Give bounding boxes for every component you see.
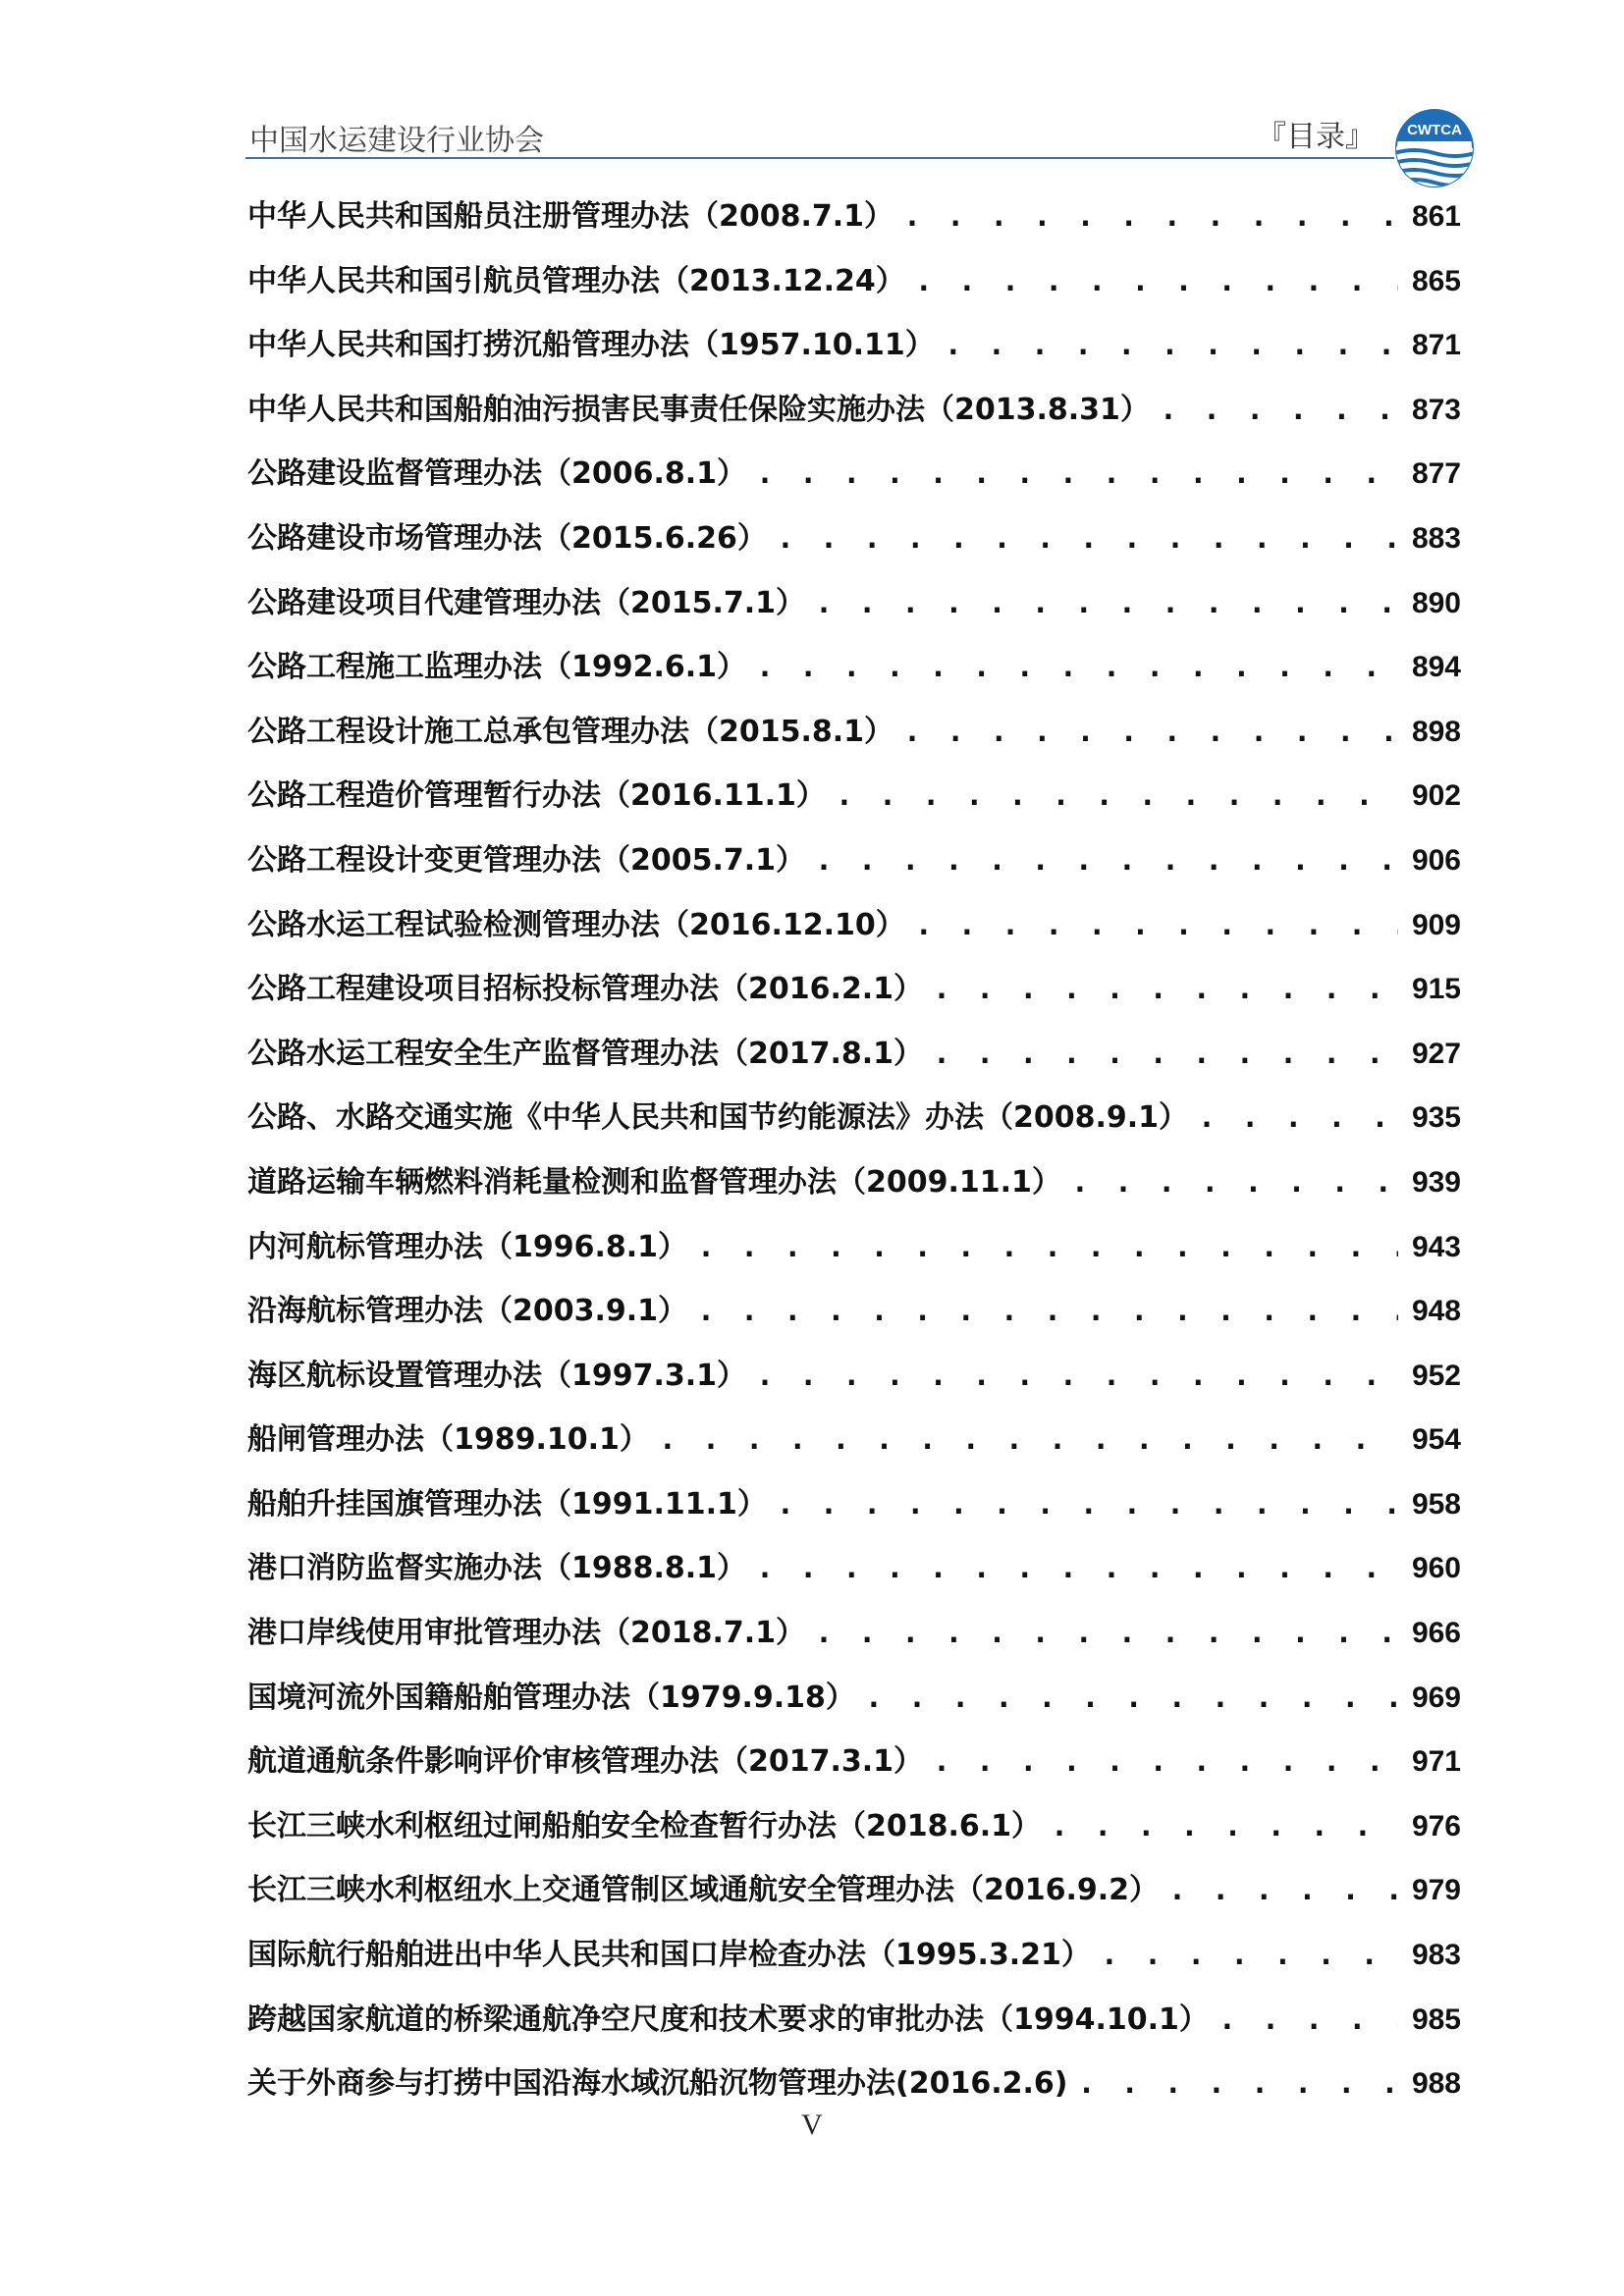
toc-entry[interactable]	[247, 1608, 1461, 1673]
dot-leader	[1218, 2002, 1398, 2037]
toc-entry-title: 公路、水路交通实施《中华人民共和国节约能源法》办法（2008.9.1）	[247, 1100, 1189, 1136]
toc-entry-page: 988	[1411, 2067, 1461, 2101]
toc-entry[interactable]	[247, 385, 1461, 450]
toc-entry[interactable]	[247, 1029, 1461, 1094]
toc-entry-title: 公路工程设计变更管理办法（2005.7.1）	[247, 842, 806, 878]
toc-entry-page: 873	[1411, 393, 1461, 426]
toc-entry[interactable]	[247, 1222, 1461, 1287]
toc-entry-title: 长江三峡水利枢纽水上交通管制区域通航安全管理办法（2016.9.2）	[247, 1873, 1160, 1908]
toc-entry-title: 国境河流外国籍船舶管理办法（1979.9.18）	[247, 1680, 855, 1715]
cwtca-logo-icon	[1394, 108, 1475, 188]
toc-entry-page: 969	[1411, 1681, 1461, 1714]
toc-entry[interactable]	[247, 835, 1461, 900]
toc-entry[interactable]	[247, 578, 1461, 643]
toc-entry[interactable]	[247, 1415, 1461, 1479]
toc-entry-page: 890	[1411, 586, 1461, 619]
toc-entry[interactable]	[247, 642, 1461, 707]
toc-entry-page: 865	[1411, 264, 1461, 297]
toc-entry-title: 航道通航条件影响评价审核管理办法（2017.3.1）	[247, 1744, 924, 1780]
dot-leader	[1160, 393, 1398, 427]
dot-leader	[777, 1487, 1398, 1522]
toc-entry-page: 966	[1411, 1617, 1461, 1650]
toc-entry-page: 954	[1411, 1423, 1461, 1457]
toc-entry-title: 国际航行船舶进出中华人民共和国口岸检查办法（1995.3.21）	[247, 1938, 1091, 1973]
toc-entry-page: 985	[1411, 2002, 1461, 2036]
toc-entry[interactable]	[247, 1543, 1461, 1608]
toc-entry-title: 公路水运工程试验检测管理办法（2016.12.10）	[247, 907, 905, 942]
dot-leader	[836, 778, 1398, 813]
toc-entry-page: 877	[1411, 457, 1461, 491]
dot-leader	[756, 1551, 1398, 1585]
dot-leader	[933, 1744, 1398, 1779]
toc-entry-page: 971	[1411, 1745, 1461, 1779]
dot-leader	[903, 199, 1398, 234]
dot-leader	[1198, 1100, 1398, 1135]
toc-entry[interactable]	[247, 1673, 1461, 1737]
toc-entry-title: 公路水运工程安全生产监督管理办法（2017.8.1）	[247, 1036, 924, 1071]
toc-entry-page: 898	[1411, 715, 1461, 748]
toc-entry[interactable]	[247, 1801, 1461, 1866]
toc-entry-title: 公路建设监督管理办法（2006.8.1）	[247, 456, 747, 492]
toc-entry[interactable]	[247, 964, 1461, 1029]
toc-entry-page: 927	[1411, 1037, 1461, 1070]
dot-leader	[659, 1422, 1398, 1457]
dot-leader	[865, 1681, 1398, 1715]
page-number: V	[801, 2109, 823, 2141]
toc-entry-title: 跨越国家航道的桥梁通航净空尺度和技术要求的审批办法（1994.10.1）	[247, 2002, 1209, 2037]
toc-entry-title: 公路建设市场管理办法（2015.6.26）	[247, 520, 767, 556]
toc-entry-page: 883	[1411, 521, 1461, 555]
toc-entry-page: 939	[1411, 1165, 1461, 1199]
dot-leader	[815, 1616, 1398, 1650]
dot-leader	[903, 715, 1398, 749]
toc-entry-title: 关于外商参与打捞中国沿海水域沉船沉物管理办法(2016.2.6)	[247, 2066, 1068, 2102]
toc-entry[interactable]	[247, 320, 1461, 385]
dot-leader	[756, 650, 1398, 684]
toc-entry[interactable]	[247, 449, 1461, 513]
toc-entry-title: 公路工程造价管理暂行办法（2016.11.1）	[247, 778, 826, 814]
toc-entry[interactable]	[247, 1930, 1461, 1995]
dot-leader	[1101, 1938, 1398, 1972]
toc-entry-title: 公路工程设计施工总承包管理办法（2015.8.1）	[247, 714, 894, 749]
toc-entry-title: 道路运输车辆燃料消耗量检测和监督管理办法（2009.11.1）	[247, 1164, 1061, 1200]
toc-entry-title: 公路工程建设项目招标投标管理办法（2016.2.1）	[247, 972, 924, 1007]
toc-entry[interactable]	[247, 191, 1461, 256]
toc-entry[interactable]	[247, 1093, 1461, 1157]
toc-entry-page: 952	[1411, 1359, 1461, 1392]
toc-entry-title: 港口岸线使用审批管理办法（2018.7.1）	[247, 1616, 806, 1651]
toc-entry-page: 943	[1411, 1230, 1461, 1263]
organization-name: 中国水运建设行业协会	[249, 124, 544, 158]
toc-entry-page: 948	[1411, 1295, 1461, 1328]
toc-entry[interactable]	[247, 513, 1461, 578]
dot-leader	[697, 1230, 1398, 1264]
toc-entry-title: 港口消防监督实施办法（1988.8.1）	[247, 1551, 747, 1586]
table-of-contents	[247, 191, 1461, 2123]
toc-entry-page: 902	[1411, 779, 1461, 813]
toc-entry-title: 中华人民共和国打捞沉船管理办法（1957.10.11）	[247, 328, 935, 363]
toc-entry-page: 871	[1411, 329, 1461, 362]
toc-entry[interactable]	[247, 771, 1461, 835]
dot-leader	[815, 586, 1398, 620]
dot-leader	[915, 264, 1398, 298]
page-header	[245, 106, 1473, 165]
toc-entry-page: 861	[1411, 200, 1461, 233]
toc-entry-title: 内河航标管理办法（1996.8.1）	[247, 1229, 688, 1264]
dot-leader	[815, 843, 1398, 878]
logo-text: CWTCA	[1407, 122, 1462, 138]
toc-entry-page: 983	[1411, 1939, 1461, 1972]
dot-leader	[915, 908, 1398, 942]
toc-entry[interactable]	[247, 707, 1461, 772]
toc-entry-title: 船舶升挂国旗管理办法（1991.11.1）	[247, 1486, 767, 1522]
dot-leader	[1168, 1873, 1398, 1907]
dot-leader	[945, 328, 1398, 362]
toc-entry-page: 958	[1411, 1487, 1461, 1521]
toc-entry[interactable]	[247, 1995, 1461, 2059]
toc-entry-title: 海区航标设置管理办法（1997.3.1）	[247, 1358, 747, 1393]
dot-leader	[756, 1359, 1398, 1393]
dot-leader	[777, 521, 1398, 556]
toc-entry[interactable]	[247, 1479, 1461, 1544]
dot-leader	[1071, 1165, 1398, 1200]
toc-entry-page: 906	[1411, 843, 1461, 877]
toc-entry-page: 915	[1411, 973, 1461, 1006]
toc-entry-title: 公路建设项目代建管理办法（2015.7.1）	[247, 585, 806, 620]
toc-entry-title: 中华人民共和国船员注册管理办法（2008.7.1）	[247, 199, 894, 234]
toc-entry-page: 976	[1411, 1809, 1461, 1842]
toc-entry-page: 894	[1411, 651, 1461, 684]
dot-leader	[756, 456, 1398, 491]
toc-entry[interactable]	[247, 1865, 1461, 1930]
toc-entry[interactable]	[247, 900, 1461, 965]
header-rule	[245, 157, 1394, 159]
dot-leader	[697, 1294, 1398, 1328]
dot-leader	[933, 972, 1398, 1006]
toc-entry-page: 979	[1411, 1874, 1461, 1907]
toc-entry-page: 909	[1411, 908, 1461, 941]
dot-leader	[1077, 2066, 1398, 2101]
toc-entry[interactable]	[247, 1736, 1461, 1801]
toc-entry[interactable]	[247, 1351, 1461, 1415]
toc-entry-title: 公路工程施工监理办法（1992.6.1）	[247, 650, 747, 685]
toc-entry-title: 沿海航标管理办法（2003.9.1）	[247, 1294, 688, 1329]
dot-leader	[933, 1037, 1398, 1071]
toc-entry-title: 长江三峡水利枢纽过闸船舶安全检查暂行办法（2018.6.1）	[247, 1808, 1042, 1843]
toc-entry-title: 中华人民共和国引航员管理办法（2013.12.24）	[247, 263, 905, 298]
toc-entry[interactable]	[247, 1286, 1461, 1351]
toc-entry-title: 中华人民共和国船舶油污损害民事责任保险实施办法（2013.8.31）	[247, 392, 1150, 427]
toc-entry-title: 船闸管理办法（1989.10.1）	[247, 1422, 649, 1458]
toc-entry-page: 935	[1411, 1101, 1461, 1135]
dot-leader	[1051, 1809, 1398, 1843]
toc-entry[interactable]	[247, 256, 1461, 321]
toc-entry[interactable]	[247, 1157, 1461, 1222]
section-label: 『目录』	[1257, 120, 1375, 154]
toc-entry-page: 960	[1411, 1552, 1461, 1585]
